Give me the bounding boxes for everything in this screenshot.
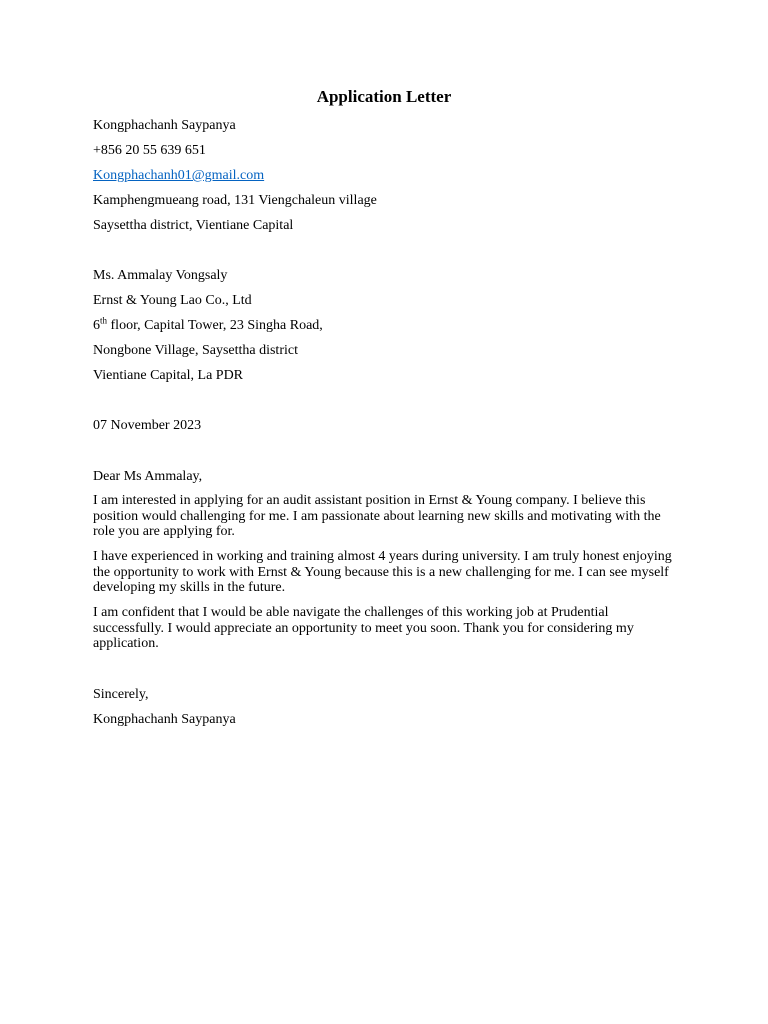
letter-date: 07 November 2023 — [93, 418, 202, 433]
recipient-floor-number: 6 — [93, 318, 100, 333]
sender-name: Kongphachanh Saypanya — [93, 118, 236, 133]
closing: Sincerely, — [93, 687, 149, 702]
sender-address-line2: Saysettha district, Vientiane Capital — [93, 218, 294, 233]
body-paragraph-1: I am interested in applying for an audit assistant position in Ernst & Young company. I believe this position would challenging for me. I am passionate about learning new skills and motivating with the role you are applying for. — [93, 493, 661, 539]
recipient-company: Ernst & Young Lao Co., Ltd — [93, 293, 252, 308]
recipient-floor-suffix: th — [100, 315, 108, 326]
recipient-address-line1-rest: floor, Capital Tower, 23 Singha Road, — [107, 318, 323, 333]
recipient-address-line2: Nongbone Village, Saysettha district — [93, 343, 298, 358]
sender-email-row — [93, 167, 264, 184]
recipient-name: Ms. Ammalay Vongsaly — [93, 268, 228, 283]
sender-phone: +856 20 55 639 651 — [93, 143, 206, 158]
signature-name: Kongphachanh Saypanya — [93, 712, 236, 727]
letter-title: Application Letter — [316, 87, 452, 106]
recipient-address-line3: Vientiane Capital, La PDR — [93, 368, 244, 383]
body-paragraph-3: I am confident that I would be able navigate the challenges of this working job at Prudential successfully. I would appreciate an opportunity to meet you soon. Thank you for considering my application. — [93, 605, 634, 651]
salutation: Dear Ms Ammalay, — [93, 469, 203, 484]
sender-email-link[interactable]: Kongphachanh01@gmail.com — [93, 168, 265, 183]
body-paragraph-2: I have experienced in working and training almost 4 years during university. I am truly honest enjoying the opportunity to work with Ernst & Young because this is a new challenging for me. I can see myself developing my skills in the future. — [93, 549, 672, 595]
recipient-address-line1 — [93, 317, 323, 334]
sender-address-line1: Kamphengmueang road, 131 Viengchaleun village — [93, 193, 377, 208]
